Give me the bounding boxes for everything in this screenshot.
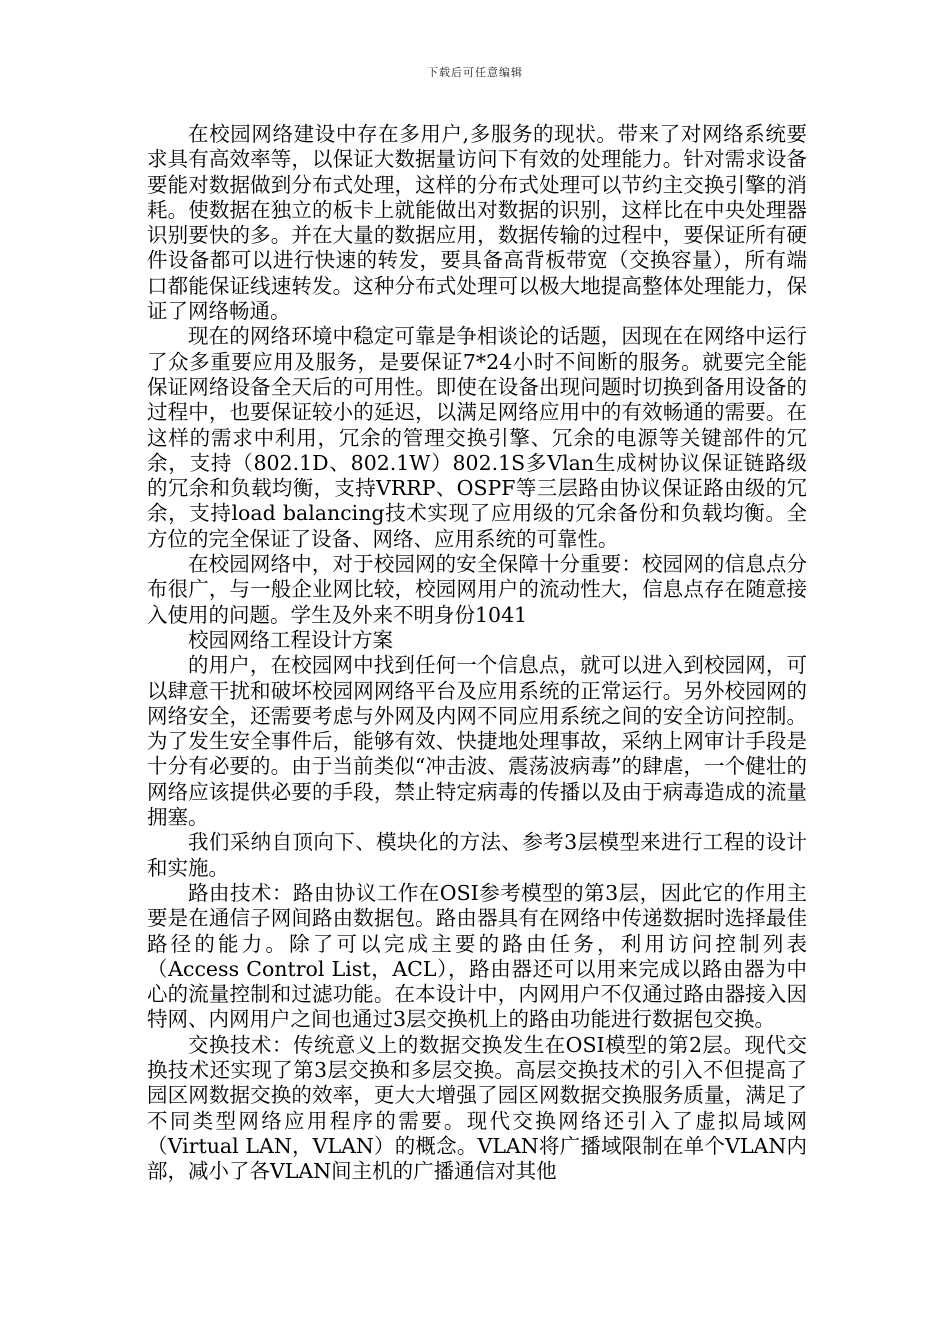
paragraph-security-continued: 的用户，在校园网中找到任何一个信息点，就可以进入到校园网，可以肆意干扰和破坏校园网网络平台及应用系统的正常运行。另外校园网的网络安全，还需要考虑与外网及内网不同应用系统之间的安全访问控制。为了发生安全事件后，能够有效、快捷地处理事故，采纳上网审计手段是十分有必要的。由于当前类似“冲击波、震荡波病毒”的肆虐，一个健壮的网络应该提供必要的手段，禁止特定病毒的传播以及由于病毒造成的流量拥塞。 <box>147 653 807 830</box>
running-title: 校园网络工程设计方案 <box>188 627 393 652</box>
paragraph-switching-technology: 交换技术：传统意义上的数据交换发生在OSI模型的第2层。现代交换技术还实现了第3层交换和多层交换。高层交换技术的引入不但提高了园区网数据交换的效率，更大大增强了园区网数据交换服务质量，满足了不同类型网络应用程序的需要。现代交换网络还引入了虚拟局域网（Virtual LAN，VLAN）的概念。VLAN将广播域限制在单个VLAN内部，减小了各VLAN间主机的广播通信对其他 <box>147 1032 807 1184</box>
paragraph-campus-security: 在校园网络中，对于校园网的安全保障十分重要：校园网的信息点分布很广，与一般企业网比较，校园网用户的流动性大，信息点存在随意接入使用的问题。学生及外来不明身份1041 <box>147 552 807 627</box>
paragraph-routing-technology: 路由技术：路由协议工作在OSI参考模型的第3层，因此它的作用主要是在通信子网间路由数据包。路由器具有在网络中传递数据时选择最佳路径的能力。除了可以完成主要的路由任务，利用访问控制列表（Access Control List，ACL），路由器还可以用来完成以路由器为中心的流量控制和过滤功能。在本设计中，内网用户不仅通过路由器接入因特网、内网用户之间也通过3层交换机上的路由功能进行数据包交换。 <box>147 880 807 1032</box>
paragraph-network-reliability: 现在的网络环境中稳定可靠是争相谈论的话题，因现在在网络中运行了众多重要应用及服务，是要保证7*24小时不间断的服务。就要完全能保证网络设备全天后的可用性。即使在设备出现问题时切换到备用设备的过程中，也要保证较小的延迟，以满足网络应用中的有效畅通的需要。在这样的需求中利用，冗余的管理交换引擎、冗余的电源等关键部件的冗余，支持（802.1D、802.1W）802.1S多Vlan生成树协议保证链路级的冗余和负载均衡，支持VRRP、OSPF等三层路由协议保证路由级的冗余，支持load balancing技术实现了应用级的冗余备份和负载均衡。全方位的完全保证了设备、网络、应用系统的可靠性。 <box>147 324 807 551</box>
paragraph-campus-network-distributed-processing: 在校园网络建设中存在多用户,多服务的现状。带来了对网络系统要求具有高效率等，以保证大数据量访问下有效的处理能力。针对需求设备要能对数据做到分布式处理，这样的分布式处理可以节约主交换引擎的消耗。使数据在独立的板卡上就能做出对数据的识别，这样比在中央处理器识别要快的多。并在大量的数据应用，数据传输的过程中，要保证所有硬件设备都可以进行快速的转发，要具备高背板带宽（交换容量），所有端口都能保证线速转发。这种分布式处理可以极大地提高整体处理能力，保证了网络畅通。 <box>147 122 807 324</box>
paragraph-design-method: 我们采纳自顶向下、模块化的方法、参考3层模型来进行工程的设计和实施。 <box>147 830 807 880</box>
page-header: 下载后可任意编辑 <box>427 66 523 79</box>
body-text <box>147 122 807 1184</box>
